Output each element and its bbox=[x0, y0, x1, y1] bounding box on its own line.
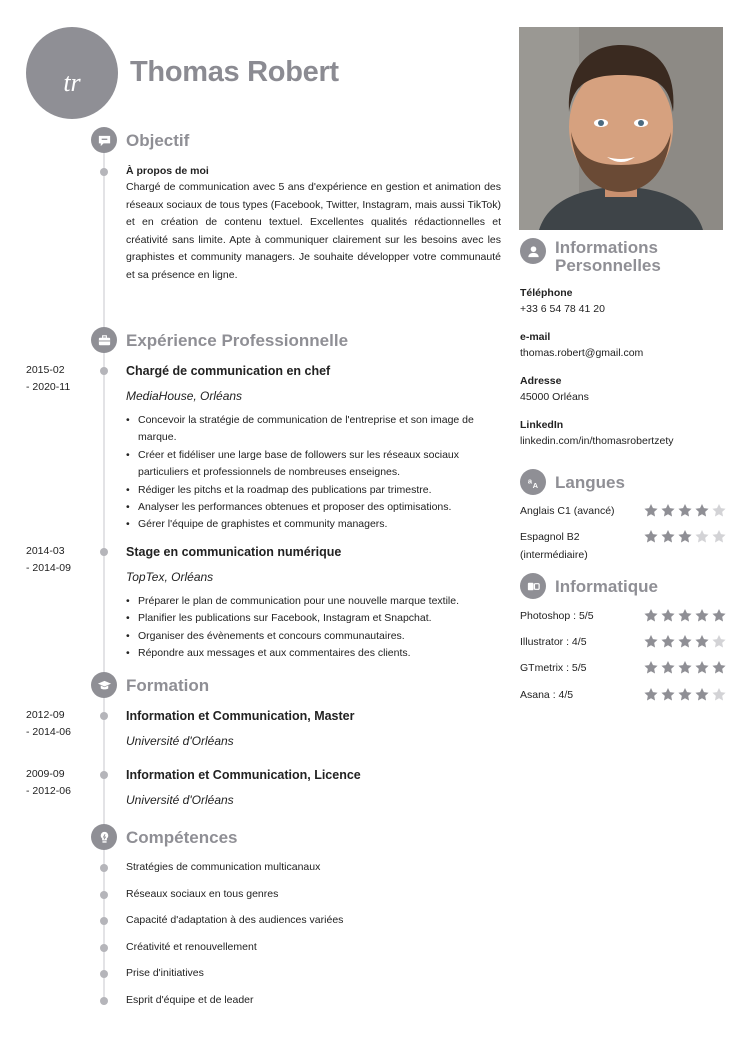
job-bullet: • Organiser des évènements et concours communautaires. bbox=[126, 628, 496, 645]
job-company: TopTex, Orléans bbox=[126, 570, 214, 584]
education-title: Formation bbox=[126, 676, 210, 695]
skill-item: Stratégies de communication multicanaux bbox=[126, 861, 321, 873]
timeline-dot bbox=[100, 944, 108, 952]
job-date-end: - 2014-09 bbox=[26, 562, 71, 574]
star-empty-icon bbox=[711, 503, 727, 518]
star-filled-icon bbox=[694, 660, 710, 675]
graduation-cap-icon bbox=[91, 672, 117, 698]
timeline-dot bbox=[100, 891, 108, 899]
education-degree: Information et Communication, Licence bbox=[126, 768, 361, 782]
education-school: Université d'Orléans bbox=[126, 793, 234, 807]
translate-icon bbox=[520, 469, 546, 495]
monogram-badge bbox=[26, 27, 118, 119]
job-date bbox=[26, 543, 86, 577]
star-filled-icon bbox=[677, 660, 693, 675]
phone-label: Téléphone bbox=[520, 287, 573, 299]
job-date-start: 2015-02 bbox=[26, 364, 65, 376]
timeline-dot bbox=[100, 997, 108, 1005]
star-empty-icon bbox=[711, 529, 727, 544]
star-filled-icon bbox=[677, 503, 693, 518]
skill-item: Esprit d'équipe et de leader bbox=[126, 994, 254, 1006]
phone-value: +33 6 54 78 41 20 bbox=[520, 303, 605, 315]
job-bullet: • Gérer l'équipe de graphistes et community managers. bbox=[126, 516, 496, 533]
objective-title: Objectif bbox=[126, 131, 190, 150]
personal-title-line2: Personnelles bbox=[555, 256, 661, 275]
computing-title: Informatique bbox=[555, 577, 658, 596]
star-filled-icon bbox=[677, 608, 693, 623]
person-icon bbox=[520, 238, 546, 264]
timeline-dot bbox=[100, 917, 108, 925]
timeline-dot bbox=[100, 771, 108, 779]
language-label: Anglais C1 (avancé) bbox=[520, 505, 615, 517]
star-filled-icon bbox=[694, 503, 710, 518]
star-filled-icon bbox=[643, 660, 659, 675]
address-value: 45000 Orléans bbox=[520, 391, 589, 403]
star-filled-icon bbox=[660, 608, 676, 623]
star-filled-icon bbox=[677, 529, 693, 544]
job-bullets bbox=[126, 412, 496, 534]
star-empty-icon bbox=[694, 529, 710, 544]
education-date-start: 2009-09 bbox=[26, 768, 65, 780]
timeline-dot bbox=[100, 367, 108, 375]
software-rating bbox=[643, 608, 727, 623]
job-date-end: - 2020-11 bbox=[26, 381, 71, 393]
language-rating bbox=[643, 503, 727, 518]
education-date-start: 2012-09 bbox=[26, 709, 65, 721]
job-bullet: • Rédiger les pitchs et la roadmap des publications par trimestre. bbox=[126, 482, 496, 499]
svg-text:A: A bbox=[532, 480, 538, 490]
job-bullet: • Planifier les publications sur Facebook, Instagram et Snapchat. bbox=[126, 610, 496, 627]
star-filled-icon bbox=[677, 634, 693, 649]
software-label: GTmetrix : 5/5 bbox=[520, 662, 587, 674]
job-bullet: • Créer et fidéliser une large base de followers sur les réseaux sociaux particuliers et professionnels de nombreuses enseignes. bbox=[126, 447, 496, 482]
education-school: Université d'Orléans bbox=[126, 734, 234, 748]
timeline-line bbox=[103, 150, 105, 1005]
education-date-end: - 2014-06 bbox=[26, 726, 71, 738]
education-date bbox=[26, 707, 86, 741]
timeline-dot bbox=[100, 864, 108, 872]
job-title: Chargé de communication en chef bbox=[126, 364, 331, 378]
timeline-dot bbox=[100, 548, 108, 556]
timeline-dot bbox=[100, 970, 108, 978]
job-bullets bbox=[126, 593, 496, 663]
software-rating bbox=[643, 687, 727, 702]
education-date-end: - 2012-06 bbox=[26, 785, 71, 797]
software-label: Asana : 4/5 bbox=[520, 689, 574, 701]
star-filled-icon bbox=[711, 660, 727, 675]
star-filled-icon bbox=[643, 634, 659, 649]
software-label: Photoshop : 5/5 bbox=[520, 610, 594, 622]
about-heading: À propos de moi bbox=[126, 165, 209, 177]
job-title: Stage en communication numérique bbox=[126, 545, 342, 559]
personal-title-line1: Informations bbox=[555, 238, 658, 257]
job-bullet: • Analyser les performances obtenues et proposer des optimisations. bbox=[126, 499, 496, 516]
star-filled-icon bbox=[643, 608, 659, 623]
education-degree: Information et Communication, Master bbox=[126, 709, 355, 723]
star-filled-icon bbox=[660, 687, 676, 702]
lightbulb-icon bbox=[91, 824, 117, 850]
language-rating bbox=[643, 529, 727, 544]
monogram-text: tr bbox=[63, 68, 81, 97]
job-date-start: 2014-03 bbox=[26, 545, 65, 557]
about-text: Chargé de communication avec 5 ans d'expérience en gestion et animation des réseaux sociaux de tous types (Facebook, Twitter, Instagram, mais aussi TikTok) et en création de contenu textuel. Excellentes qualités rédactionnelles et créativité sans limite. Apte à communiquer clairement sur les besoins avec les graphistes et community managers. Je souhaite développer votre communauté et sa présence en ligne. bbox=[126, 181, 501, 281]
skill-item: Capacité d'adaptation à des audiences variées bbox=[126, 914, 344, 926]
email-label: e-mail bbox=[520, 331, 551, 343]
education-date bbox=[26, 766, 86, 800]
star-empty-icon bbox=[711, 634, 727, 649]
star-empty-icon bbox=[711, 687, 727, 702]
star-filled-icon bbox=[660, 634, 676, 649]
skills-title: Compétences bbox=[126, 828, 238, 847]
software-label: Illustrator : 4/5 bbox=[520, 636, 587, 648]
software-rating bbox=[643, 660, 727, 675]
email-value: thomas.robert@gmail.com bbox=[520, 347, 644, 359]
skill-item: Réseaux sociaux en tous genres bbox=[126, 888, 279, 900]
star-filled-icon bbox=[660, 503, 676, 518]
address-label: Adresse bbox=[520, 375, 562, 387]
skill-item: Créativité et renouvellement bbox=[126, 941, 257, 953]
computer-icon bbox=[520, 573, 546, 599]
job-bullet: • Répondre aux messages et aux commentaires des clients. bbox=[126, 645, 496, 662]
star-filled-icon bbox=[643, 503, 659, 518]
job-date bbox=[26, 362, 86, 396]
timeline-dot bbox=[100, 712, 108, 720]
briefcase-icon bbox=[91, 327, 117, 353]
job-company: MediaHouse, Orléans bbox=[126, 389, 243, 403]
language-label bbox=[520, 529, 588, 564]
star-filled-icon bbox=[660, 660, 676, 675]
profile-photo-illustration bbox=[519, 27, 723, 230]
star-filled-icon bbox=[660, 529, 676, 544]
language-label-line2: (intermédiaire) bbox=[520, 548, 588, 561]
svg-text:a: a bbox=[527, 475, 532, 485]
star-filled-icon bbox=[643, 687, 659, 702]
star-filled-icon bbox=[643, 529, 659, 544]
skill-item: Prise d'initiatives bbox=[126, 967, 204, 979]
star-filled-icon bbox=[677, 687, 693, 702]
job-bullet: • Concevoir la stratégie de communication de l'entreprise et son image de marque. bbox=[126, 412, 496, 447]
candidate-name: Thomas Robert bbox=[130, 56, 339, 88]
star-filled-icon bbox=[694, 634, 710, 649]
personal-title bbox=[555, 239, 661, 275]
linkedin-value: linkedin.com/in/thomasrobertzety bbox=[520, 435, 674, 447]
speech-bubble-icon bbox=[91, 127, 117, 153]
star-filled-icon bbox=[711, 608, 727, 623]
language-label-line1: Espagnol B2 bbox=[520, 531, 580, 543]
profile-photo bbox=[519, 27, 723, 230]
star-filled-icon bbox=[694, 687, 710, 702]
languages-title: Langues bbox=[555, 473, 625, 492]
job-bullet: • Préparer le plan de communication pour une nouvelle marque textile. bbox=[126, 593, 496, 610]
star-filled-icon bbox=[694, 608, 710, 623]
software-rating bbox=[643, 634, 727, 649]
timeline-dot bbox=[100, 168, 108, 176]
experience-title: Expérience Professionnelle bbox=[126, 331, 349, 350]
linkedin-label: LinkedIn bbox=[520, 419, 564, 431]
